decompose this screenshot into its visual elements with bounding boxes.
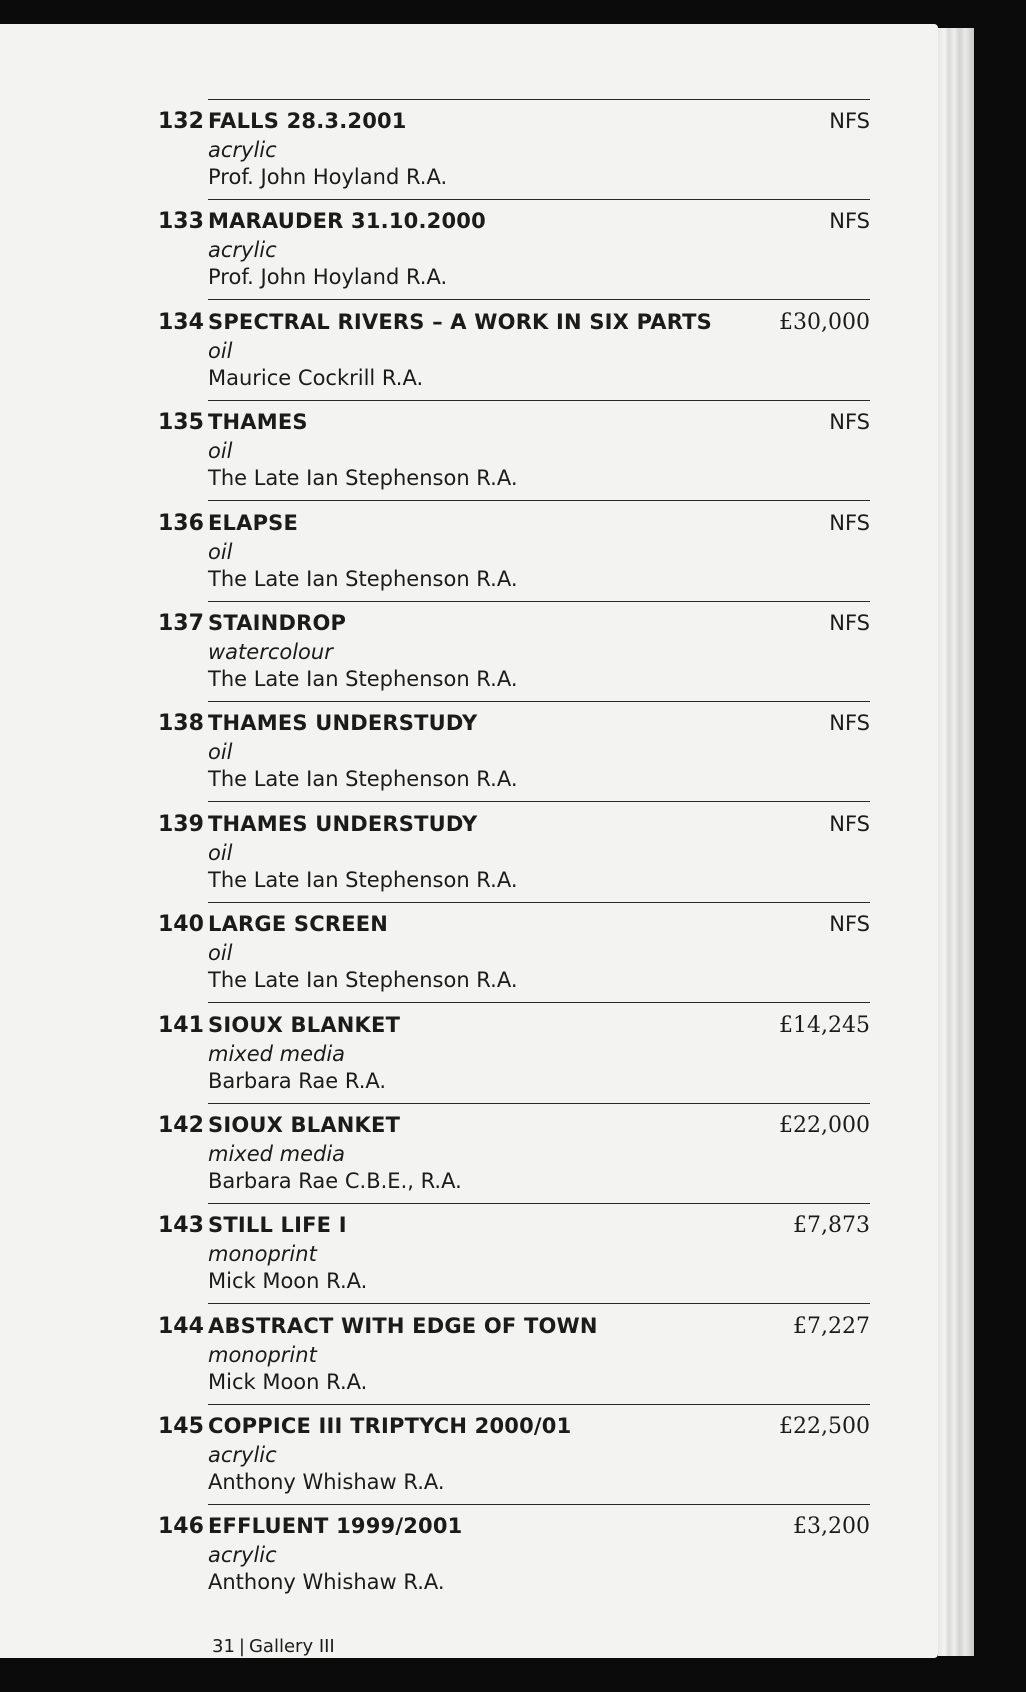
entry-artist: Anthony Whishaw R.A.: [208, 1470, 445, 1495]
entry-divider: [208, 1504, 870, 1505]
entry-number: 134: [158, 309, 204, 335]
entry-title: LARGE SCREEN: [208, 912, 389, 937]
catalogue-entry: [150, 702, 870, 802]
entry-number: 142: [158, 1112, 204, 1138]
entry-medium: watercolour: [208, 639, 333, 664]
catalogue-page: [0, 24, 938, 1658]
entry-divider: [208, 701, 870, 702]
catalogue-entry: [150, 1204, 870, 1304]
catalogue-entry: [150, 200, 870, 300]
entry-number: 132: [158, 109, 204, 134]
entry-title: STAINDROP: [208, 610, 347, 635]
entry-divider: [208, 1303, 870, 1304]
entry-number: 145: [158, 1414, 204, 1440]
catalogue-entry: [150, 1405, 870, 1505]
entry-number: 133: [158, 209, 204, 235]
entry-number: 146: [158, 1514, 204, 1540]
footer-separator: |: [238, 1636, 245, 1657]
entry-price: £7,873: [793, 1213, 870, 1239]
catalogue-entry: [150, 1004, 870, 1104]
page-footer: [212, 1636, 335, 1657]
entry-medium: acrylic: [208, 1543, 277, 1568]
entry-price: NFS: [829, 209, 870, 234]
entry-number: 139: [158, 811, 204, 837]
entry-divider: [208, 400, 870, 401]
entry-price: £22,500: [779, 1414, 870, 1440]
entry-title: COPPICE III TRIPTYCH 2000/01: [208, 1414, 572, 1439]
entry-price: NFS: [829, 410, 870, 435]
entry-artist: The Late Ian Stephenson R.A.: [208, 666, 518, 691]
entry-artist: Maurice Cockrill R.A.: [208, 365, 424, 390]
entry-medium: monoprint: [208, 1242, 317, 1267]
entry-artist: The Late Ian Stephenson R.A.: [208, 566, 518, 591]
entry-artist: The Late Ian Stephenson R.A.: [208, 968, 518, 993]
entry-price: NFS: [829, 610, 870, 635]
entry-price: £7,227: [793, 1313, 870, 1339]
entry-number: 138: [158, 711, 204, 737]
catalogue-entry: [150, 301, 870, 401]
entry-price: NFS: [829, 510, 870, 535]
entry-price: £22,000: [779, 1112, 870, 1138]
catalogue-entry: [150, 903, 870, 1003]
entry-divider: [208, 801, 870, 802]
entry-artist: The Late Ian Stephenson R.A.: [208, 767, 518, 792]
entry-number: 136: [158, 510, 204, 536]
catalogue-entry-list: [150, 100, 870, 1606]
entry-divider: [208, 1103, 870, 1104]
entry-divider: [208, 1203, 870, 1204]
entry-artist: Mick Moon R.A.: [208, 1269, 368, 1294]
entry-number: 144: [158, 1313, 204, 1339]
entry-divider: [208, 1404, 870, 1405]
catalogue-entry: [150, 803, 870, 903]
entry-divider: [208, 902, 870, 903]
entry-number: 141: [158, 1012, 204, 1038]
entry-divider: [208, 500, 870, 501]
entry-title: SIOUX BLANKET: [208, 1012, 401, 1037]
entry-medium: monoprint: [208, 1342, 317, 1367]
entry-title: THAMES UNDERSTUDY: [208, 711, 478, 736]
catalogue-entry: [150, 602, 870, 702]
catalogue-entry: [150, 1104, 870, 1204]
entry-medium: acrylic: [208, 138, 277, 162]
catalogue-entry: [150, 1305, 870, 1405]
catalogue-entry: [150, 401, 870, 501]
entry-divider: [208, 299, 870, 300]
entry-number: 140: [158, 912, 204, 938]
entry-artist: The Late Ian Stephenson R.A.: [208, 867, 518, 892]
entry-medium: oil: [208, 840, 233, 865]
entry-price: £14,245: [779, 1012, 870, 1038]
entry-price: NFS: [829, 711, 870, 736]
entry-price: £30,000: [779, 309, 870, 335]
entry-number: 135: [158, 410, 204, 436]
entry-artist: Prof. John Hoyland R.A.: [208, 165, 448, 189]
entry-artist: Barbara Rae C.B.E., R.A.: [208, 1168, 462, 1193]
entry-title: STILL LIFE I: [208, 1213, 347, 1238]
entry-medium: oil: [208, 539, 233, 564]
entry-medium: oil: [208, 941, 233, 966]
entry-number: 137: [158, 610, 204, 636]
entry-artist: Mick Moon R.A.: [208, 1369, 368, 1394]
entry-title: ELAPSE: [208, 510, 299, 535]
entry-price: NFS: [829, 912, 870, 937]
entry-artist: Anthony Whishaw R.A.: [208, 1570, 445, 1595]
entry-price: NFS: [829, 811, 870, 836]
catalogue-entry: [150, 100, 870, 200]
entry-medium: acrylic: [208, 1443, 277, 1468]
entry-title: THAMES UNDERSTUDY: [208, 811, 478, 836]
entry-divider: [208, 199, 870, 200]
entry-title: SIOUX BLANKET: [208, 1112, 401, 1137]
entry-price: £3,200: [793, 1514, 870, 1540]
entry-medium: mixed media: [208, 1041, 346, 1066]
entry-title: FALLS 28.3.2001: [208, 109, 407, 133]
catalogue-entry: [150, 502, 870, 602]
entry-title: SPECTRAL RIVERS – A WORK IN SIX PARTS: [208, 309, 712, 334]
entry-title: EFFLUENT 1999/2001: [208, 1514, 463, 1539]
entry-number: 143: [158, 1213, 204, 1239]
page-number: 31: [212, 1636, 235, 1657]
catalogue-entry: [150, 1505, 870, 1605]
entry-title: ABSTRACT WITH EDGE OF TOWN: [208, 1313, 598, 1338]
entry-medium: acrylic: [208, 238, 277, 263]
entry-title: THAMES: [208, 410, 308, 435]
entry-divider: [208, 1002, 870, 1003]
entry-medium: oil: [208, 740, 233, 765]
gallery-name: Gallery III: [248, 1636, 335, 1657]
entry-title: MARAUDER 31.10.2000: [208, 209, 486, 234]
entry-artist: The Late Ian Stephenson R.A.: [208, 466, 518, 491]
entry-price: NFS: [829, 109, 870, 133]
entry-divider: [208, 601, 870, 602]
entry-medium: mixed media: [208, 1141, 346, 1166]
entry-artist: Barbara Rae R.A.: [208, 1068, 387, 1093]
entry-medium: oil: [208, 338, 233, 363]
page-stack-edge: [938, 28, 974, 1656]
entry-medium: oil: [208, 439, 233, 464]
entry-artist: Prof. John Hoyland R.A.: [208, 265, 448, 290]
entry-divider: [208, 99, 870, 100]
